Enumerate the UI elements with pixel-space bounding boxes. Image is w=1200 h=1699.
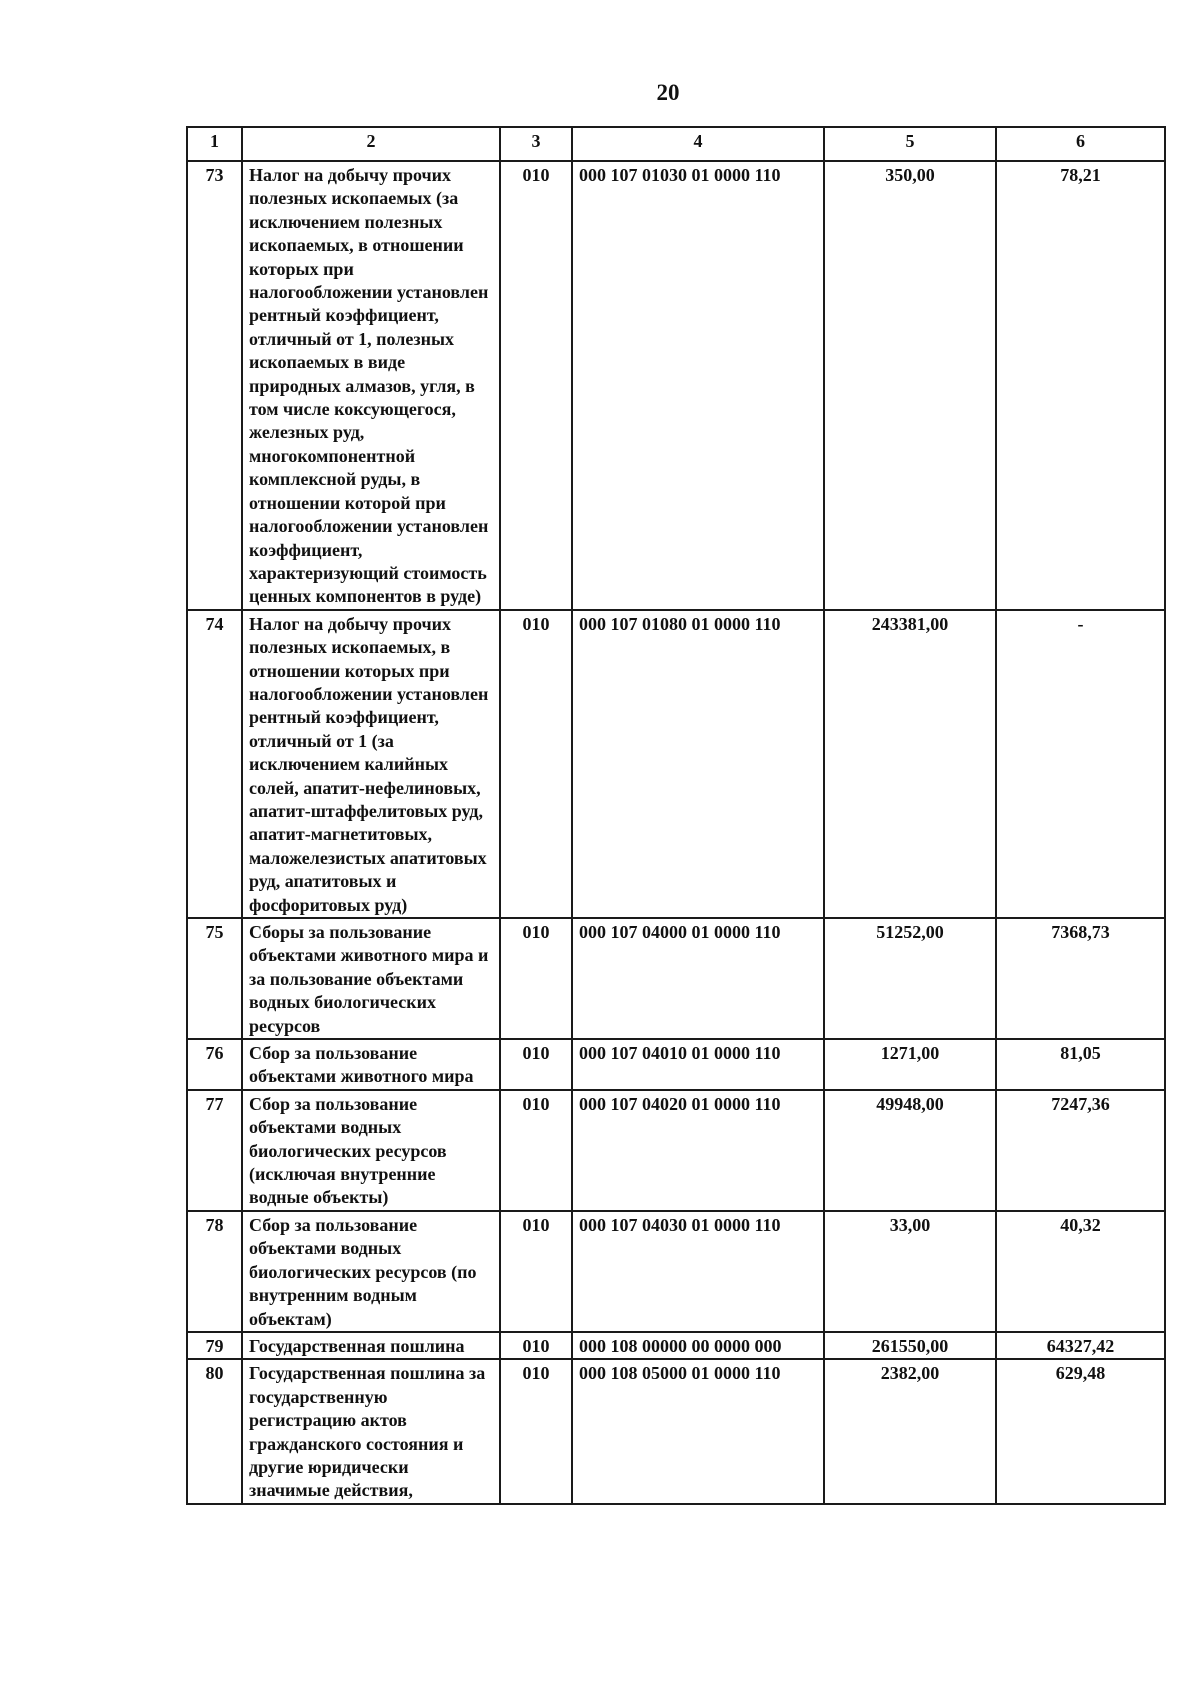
row-col6-value: 629,48 [996,1359,1165,1503]
row-admin-code: 010 [500,918,572,1039]
table-row [187,1090,1165,1211]
row-col6-value: 64327,42 [996,1332,1165,1359]
row-budget-code: 000 107 04020 01 0000 110 [572,1090,824,1211]
table-row [187,610,1165,918]
row-description: Сбор за пользование объектами животного мира [242,1039,500,1090]
row-budget-code: 000 108 05000 01 0000 110 [572,1359,824,1503]
row-admin-code: 010 [500,1211,572,1332]
table-row [187,918,1165,1039]
page-number: 20 [656,80,680,105]
row-number: 73 [187,161,242,610]
row-col5-value: 261550,00 [824,1332,996,1359]
row-description: Сбор за пользование объектами водных биологических ресурсов (исключая внутренние водные объекты) [242,1090,500,1211]
row-description: Сборы за пользование объектами животного мира и за пользование объектами водных биологических ресурсов [242,918,500,1039]
row-admin-code: 010 [500,1090,572,1211]
row-budget-code: 000 107 04010 01 0000 110 [572,1039,824,1090]
row-budget-code: 000 107 01080 01 0000 110 [572,610,824,918]
row-number: 80 [187,1359,242,1503]
row-budget-code: 000 107 04030 01 0000 110 [572,1211,824,1332]
header-cell: 4 [572,127,824,161]
row-col6-value: 40,32 [996,1211,1165,1332]
row-admin-code: 010 [500,1039,572,1090]
row-budget-code: 000 107 04000 01 0000 110 [572,918,824,1039]
table-row [187,1211,1165,1332]
row-admin-code: 010 [500,1332,572,1359]
row-number: 74 [187,610,242,918]
row-col5-value: 243381,00 [824,610,996,918]
row-col5-value: 49948,00 [824,1090,996,1211]
row-col6-value: 7247,36 [996,1090,1165,1211]
row-number: 76 [187,1039,242,1090]
row-admin-code: 010 [500,610,572,918]
row-number: 75 [187,918,242,1039]
row-col5-value: 51252,00 [824,918,996,1039]
header-cell: 5 [824,127,996,161]
row-budget-code: 000 108 00000 00 0000 000 [572,1332,824,1359]
row-admin-code: 010 [500,1359,572,1503]
table-row [187,1332,1165,1359]
row-col5-value: 2382,00 [824,1359,996,1503]
header-cell: 3 [500,127,572,161]
header-cell: 1 [187,127,242,161]
row-number: 79 [187,1332,242,1359]
row-description: Государственная пошлина за государственную регистрацию актов гражданского состояния и другие юридически значимые действия, [242,1359,500,1503]
header-row [187,127,1165,161]
row-description: Сбор за пользование объектами водных биологических ресурсов (по внутренним водным объектам) [242,1211,500,1332]
row-col5-value: 1271,00 [824,1039,996,1090]
table-row [187,1039,1165,1090]
budget-table [186,126,1166,1505]
row-description: Налог на добычу прочих полезных ископаемых, в отношении которых при налогообложении установлен рентный коэффициент, отличный от 1 (за исключением калийных солей, апатит-нефелиновых, апатит-штаффелитовых руд, апатит-магнетитовых, маложелезистых апатитовых руд, апатитовых и фосфоритовых руд) [242,610,500,918]
row-col5-value: 33,00 [824,1211,996,1332]
row-admin-code: 010 [500,161,572,610]
row-col5-value: 350,00 [824,161,996,610]
table-row [187,161,1165,610]
row-col6-value: - [996,610,1165,918]
table-row [187,1359,1165,1503]
row-number: 78 [187,1211,242,1332]
header-cell: 6 [996,127,1165,161]
row-budget-code: 000 107 01030 01 0000 110 [572,161,824,610]
row-description: Государственная пошлина [242,1332,500,1359]
row-description: Налог на добычу прочих полезных ископаемых (за исключением полезных ископаемых, в отношении которых при налогообложении установлен рентный коэффициент, отличный от 1, полезных ископаемых в виде природных алмазов, угля, в том числе коксующегося, железных руд, многокомпонентной комплексной руды, в отношении которой при налогообложении установлен коэффициент, характеризующий стоимость ценных компонентов в руде) [242,161,500,610]
header-cell: 2 [242,127,500,161]
row-col6-value: 78,21 [996,161,1165,610]
row-col6-value: 7368,73 [996,918,1165,1039]
row-number: 77 [187,1090,242,1211]
row-col6-value: 81,05 [996,1039,1165,1090]
